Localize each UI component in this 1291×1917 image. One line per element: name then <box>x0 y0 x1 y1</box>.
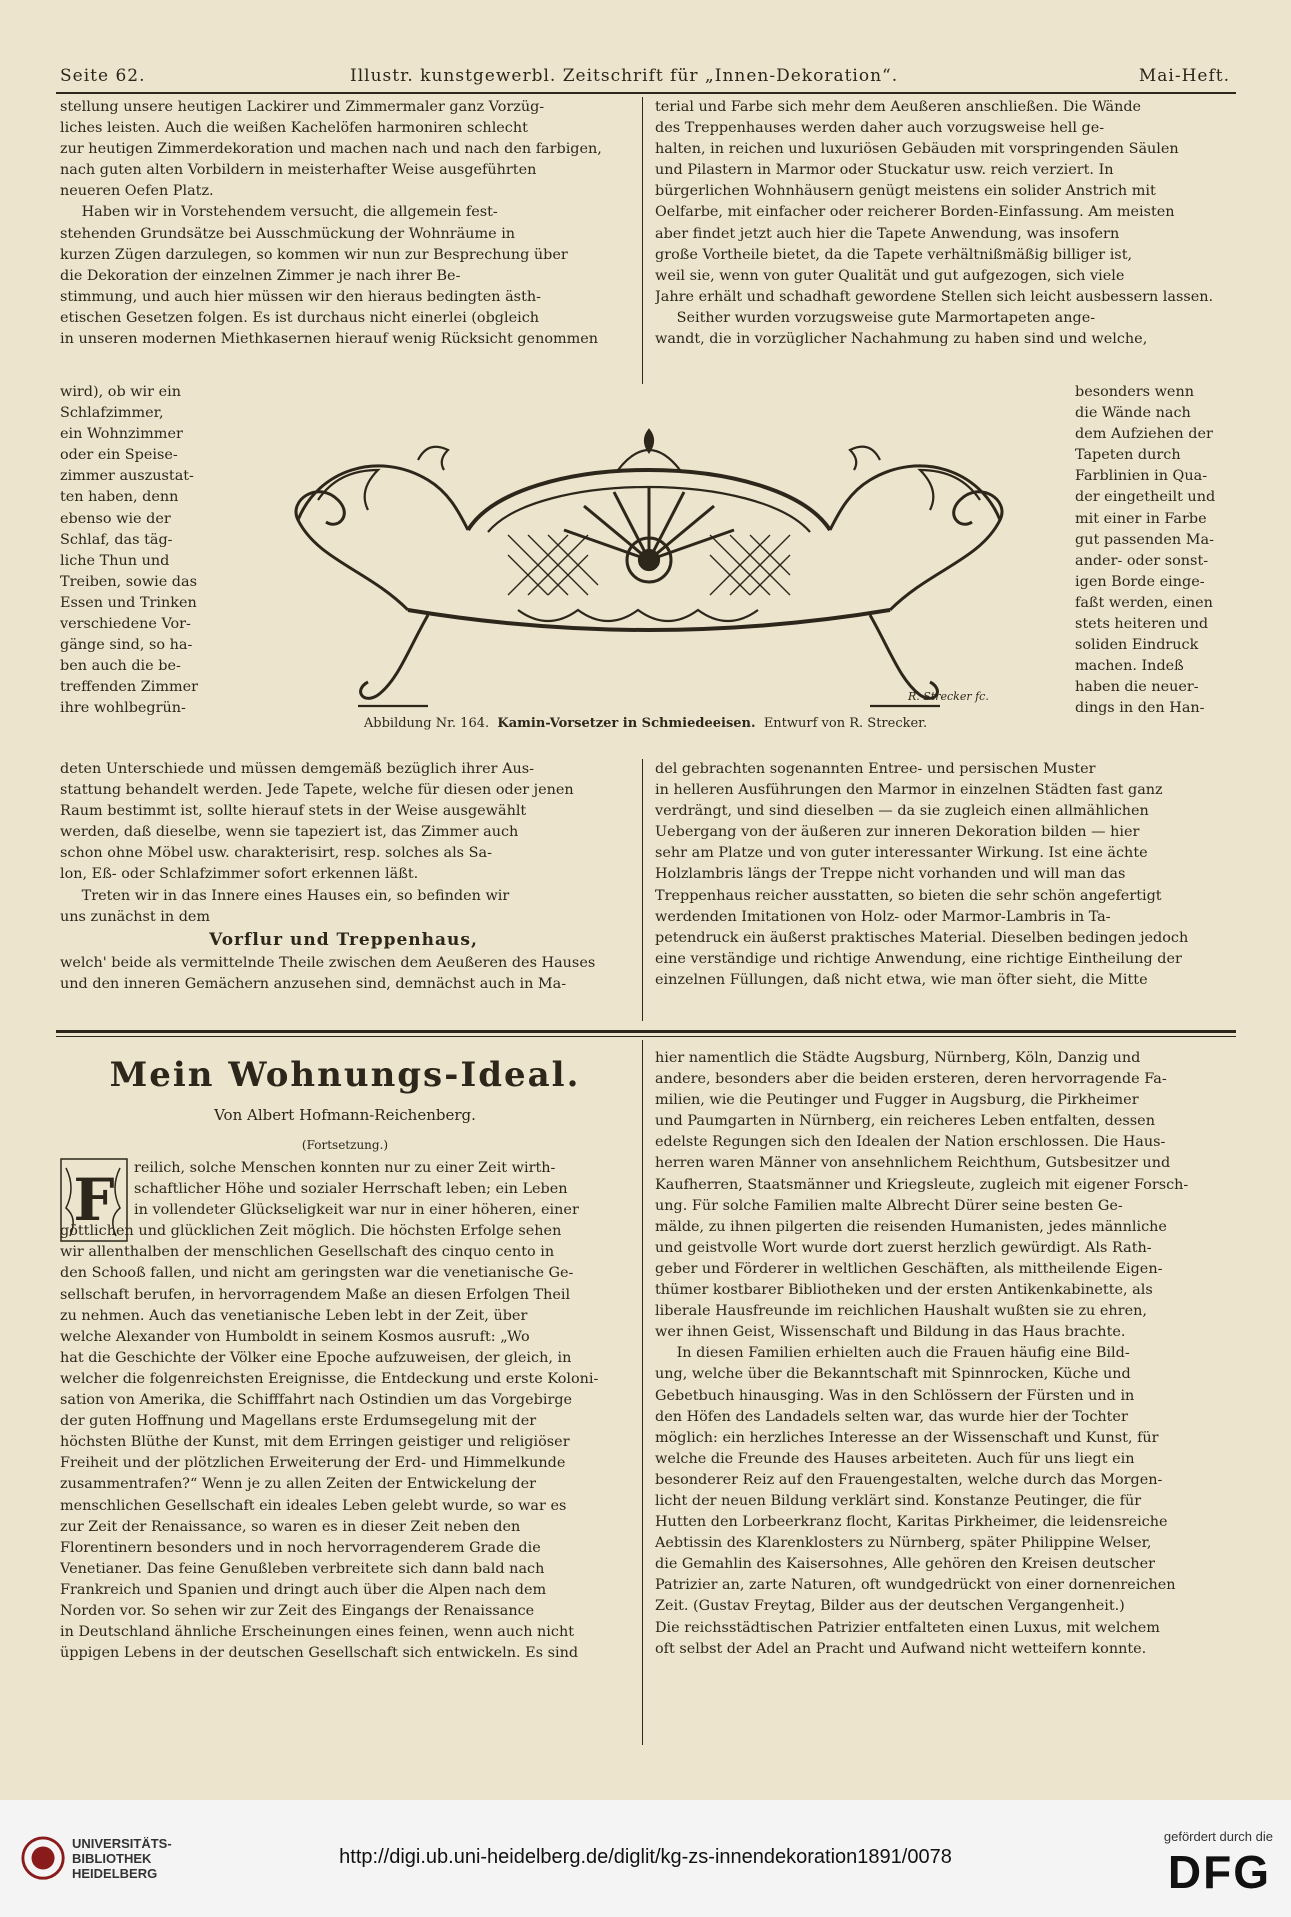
text-line: üppigen Lebens in der deutschen Gesellschaft sich entwickeln. Es sind <box>60 1645 579 1662</box>
text-line: igen Borde einge- <box>1075 573 1205 590</box>
column-divider <box>642 97 643 384</box>
text-line: Venetianer. Das feine Genußleben verbreitete sich dann bald nach <box>60 1560 545 1577</box>
text-line: höchsten Blüthe der Kunst, mit dem Erringen geistiger und religiöser <box>60 1434 570 1451</box>
text-line: faßt werden, einen <box>1075 594 1213 611</box>
text-line: schon ohne Möbel usw. charakterisirt, resp. solches als Sa- <box>60 845 492 862</box>
figure-title: Kamin-Vorsetzer in Schmiedeeisen. <box>497 716 756 731</box>
text-line: zur Zeit der Renaissance, so waren es in dieser Zeit neben den <box>60 1518 521 1535</box>
text-line: Schlaf, das täg- <box>60 531 173 548</box>
text-line: welch' beide als vermittelnde Theile zwischen dem Aeußeren des Hauses <box>60 954 596 971</box>
text-line: stattung behandelt werden. Jede Tapete, welche für diesen oder jenen <box>60 782 574 799</box>
text-line: gut passenden Ma- <box>1075 531 1214 548</box>
text-line: ander- oder sonst- <box>1075 552 1209 569</box>
text-line: wer ihnen Geist, Wissenschaft und Bildung in das Haus brachte. <box>655 1324 1126 1341</box>
funding-note: gefördert durch die <box>1163 1829 1273 1844</box>
text-line: welche die Freunde des Hauses arbeiteten. Auch für uns liegt ein <box>655 1450 1135 1467</box>
fire-screen-illustration <box>258 410 1040 720</box>
text-line: Farblinien in Qua- <box>1075 468 1208 485</box>
text-line: nach guten alten Vorbildern in meisterhafter Weise ausgeführten <box>60 162 537 179</box>
text-line: lon, Eß- oder Schlafzimmer sofort erkennen läßt. <box>60 866 419 883</box>
text-line: Jahre erhält und schadhaft gewordene Stellen sich leicht ausbessern lassen. <box>655 288 1214 305</box>
journal-title: Illustr. kunstgewerbl. Zeitschrift für „Innen-Dekoration“. <box>350 66 899 86</box>
mid-right-column <box>655 759 1233 991</box>
text-line: mit einer in Farbe <box>1075 510 1207 527</box>
essay-right-column <box>655 1048 1233 1660</box>
text-line: liches leisten. Auch die weißen Kachelöfen harmoniren schlecht <box>60 120 528 137</box>
continued-note: (Fortsetzung.) <box>301 1138 389 1152</box>
text-line: verdrängt, und sind dieselben — da sie zugleich einen allmählichen <box>655 803 1149 820</box>
text-line: Die reichsstädtischen Patrizier entfalteten einen Luxus, mit welchem <box>655 1619 1160 1636</box>
text-line: zur heutigen Zimmerdekoration und machen nach und nach den farbigen, <box>60 141 602 158</box>
text-line: soliden Eindruck <box>1075 637 1199 654</box>
text-line: machen. Indeß <box>1075 658 1184 675</box>
text-line: ihre wohlbegrün- <box>60 700 186 717</box>
text-line: Gebetbuch hinausging. Was in den Schlössern der Fürsten und in <box>655 1387 1135 1404</box>
text-line: Schlafzimmer, <box>60 405 164 422</box>
text-line: welcher die folgenreichsten Ereignisse, die Entdeckung und erste Koloni- <box>60 1370 599 1387</box>
header-rule <box>56 92 1236 94</box>
library-name: UNIVERSITÄTS- BIBLIOTHEK HEIDELBERG <box>72 1836 172 1881</box>
figure-label: Abbildung Nr. 164. <box>363 716 490 731</box>
text-line: milien, wie die Peutinger und Fugger in Augsburg, die Pirkheimer <box>655 1092 1139 1109</box>
text-line: Treppenhaus reicher ausstatten, so bieten die sehr schön angefertigt <box>655 887 1162 904</box>
text-line: halten, in reichen und luxuriösen Gebäuden mit vorspringenden Säulen <box>655 141 1179 158</box>
text-line: hat die Geschichte der Völker eine Epoche aufzuweisen, der gleich, in <box>60 1349 572 1366</box>
text-line: ein Wohnzimmer <box>60 426 183 443</box>
text-line: werdenden Imitationen von Holz- oder Marmor-Lambris in Ta- <box>655 908 1111 925</box>
source-url[interactable]: http://digi.ub.uni-heidelberg.de/diglit/kg-zs-innendekoration1891/0078 <box>339 1846 952 1868</box>
text-line: und Paumgarten in Nürnberg, ein reicheres Leben entfalten, dessen <box>655 1113 1155 1130</box>
text-line: Zeit. (Gustav Freytag, Bilder aus der deutschen Vergangenheit.) <box>655 1598 1125 1615</box>
text-line: menschlichen Gesellschaft ein ideales Leben gelebt wurde, so war es <box>60 1497 567 1514</box>
text-line: reilich, solche Menschen konnten nur zu einer Zeit wirth- <box>134 1160 556 1176</box>
text-line: große Vortheile bietet, da die Tapete verhältnißmäßig billiger ist, <box>655 246 1133 263</box>
text-line: welche Alexander von Humboldt in seinem Kosmos ausruft: „Wo <box>60 1328 530 1345</box>
text-line: in vollendeter Glückseligkeit war nur in einer höheren, einer <box>134 1202 579 1219</box>
text-line: haben die neuer- <box>1075 679 1199 696</box>
top-left-column <box>60 97 627 350</box>
text-line: licht der neuen Bildung verklärt sind. Konstanze Peutinger, die für <box>655 1492 1142 1509</box>
text-line: kurzen Zügen darzulegen, so kommen wir nun zur Besprechung über <box>60 246 568 263</box>
text-line: die Wände nach <box>1075 405 1191 422</box>
text-line: und den inneren Gemächern anzusehen sind, demnächst auch in Ma- <box>60 975 567 992</box>
text-line: aber findet jetzt auch hier die Tapete Anwendung, was insofern <box>655 225 1120 242</box>
text-line: neueren Oefen Platz. <box>60 183 214 200</box>
text-line: schaftlicher Höhe und sozialer Herrschaft leben; ein Leben <box>134 1181 568 1198</box>
text-line: Hutten den Lorbeerkranz flocht, Karitas Pirkheimer, die leidensreiche <box>655 1514 1168 1531</box>
text-line: Treten wir in das Innere eines Hauses ein, so befinden wir <box>81 887 510 904</box>
artist-signature: R. Strecker fc. <box>908 690 989 703</box>
text-line: besonderer Reiz auf den Frauengestalten, welche durch das Morgen- <box>655 1471 1163 1488</box>
text-line: zimmer auszustat- <box>60 468 194 485</box>
text-line: wandt, die in vorzüglicher Nachahmung zu haben sind und welche, <box>655 331 1148 348</box>
text-line: den Schooß fallen, und nicht am geringsten war die venetianische Ge- <box>60 1265 574 1282</box>
text-line: werden, daß dieselbe, wenn sie tapeziert ist, das Zimmer auch <box>60 824 519 841</box>
text-line: in Deutschland ähnliche Erscheinungen eines feinen, wenn auch nicht <box>60 1624 575 1641</box>
page-number: Seite 62. <box>60 66 146 86</box>
article-separator-thin <box>56 1036 1236 1037</box>
issue-label: Mai-Heft. <box>1138 66 1230 86</box>
text-line: Uebergang von der äußeren zur inneren Dekoration bilden — hier <box>655 824 1140 841</box>
text-line: thümer kostbarer Bibliotheken und der ersten Antikenkabinette, als <box>655 1282 1153 1299</box>
text-line: zu nehmen. Auch das venetianische Leben lebt in der Zeit, über <box>60 1307 528 1324</box>
text-line: oder ein Speise- <box>60 447 178 464</box>
text-line: Tapeten durch <box>1075 447 1181 464</box>
dfg-logo: DFG <box>1167 1846 1271 1898</box>
text-line: die Dekoration der einzelnen Zimmer je nach ihrer Be- <box>60 267 461 284</box>
text-line: Holzlambris längs der Treppe nicht vorhanden und will man das <box>655 866 1126 883</box>
text-line: uns zunächst in dem <box>60 908 211 925</box>
essay-byline: Von Albert Hofmann-Reichenberg. <box>214 1106 476 1124</box>
text-line: herren waren Männer von ansehnlichem Reichthum, Gutsbesitzer und <box>655 1155 1171 1172</box>
text-line: ben auch die be- <box>60 658 181 675</box>
text-line: sehr am Platze und von guter interessanter Wirkung. Ist eine ächte <box>655 845 1148 862</box>
text-line: Florentinern besonders und in noch hervorragenderem Grade die <box>60 1539 541 1556</box>
top-right-column <box>655 97 1233 350</box>
column-divider <box>642 759 643 1021</box>
text-line: hier namentlich die Städte Augsburg, Nürnberg, Köln, Danzig und <box>655 1050 1141 1066</box>
text-line: stets heiteren und <box>1075 616 1209 633</box>
text-line: deten Unterschiede und müssen demgemäß bezüglich ihrer Aus- <box>60 761 534 777</box>
text-line: In diesen Familien erhielten auch die Frauen häufig eine Bild- <box>676 1345 1130 1362</box>
text-line: bürgerlichen Wohnhäusern genügt meistens ein solider Anstrich mit <box>655 183 1156 200</box>
text-line: Aebtissin des Klarenklosters zu Nürnberg, später Philippine Welser, <box>655 1535 1152 1552</box>
text-line: del gebrachten sogenannten Entree- und persischen Muster <box>655 761 1096 777</box>
figure-credit: Entwurf von R. Strecker. <box>763 716 928 731</box>
text-line: Freiheit und der plötzlichen Erweiterung der Erd- und Himmelkunde <box>60 1455 566 1472</box>
text-line: in unseren modernen Miethkasernen hierauf wenig Rücksicht genommen <box>60 331 599 348</box>
essay-title: Mein Wohnungs-Ideal. <box>109 1055 581 1095</box>
text-line: eine verständige und richtige Anwendung, eine richtige Eintheilung der <box>655 950 1182 967</box>
text-line: edelste Regungen sich den Idealen der Nation erschlossen. Die Haus- <box>655 1134 1166 1151</box>
text-line: dings in den Han- <box>1075 700 1205 717</box>
text-line: Patrizier an, zarte Naturen, oft wundgedrückt von einer dornenreichen <box>655 1577 1176 1594</box>
text-line: Raum bestimmt ist, sollte hierauf stets in der Weise ausgewählt <box>60 803 527 820</box>
text-line: ten haben, denn <box>60 489 179 506</box>
text-line: der guten Hoffnung und Magellans erste Erdumsegelung mit der <box>60 1413 537 1430</box>
text-line: dem Aufziehen der <box>1075 426 1213 443</box>
text-line: andere, besonders aber die beiden ersteren, deren hervorragende Fa- <box>655 1071 1167 1088</box>
text-line: Frankreich und Spanien und dringt auch über die Alpen nach dem <box>60 1581 547 1598</box>
mid-left-column <box>60 759 627 995</box>
text-line: und Pilastern in Marmor oder Stuckatur usw. reich verziert. In <box>655 162 1114 179</box>
text-line: und geistvolle Wort wurde dort zuerst herzlich gewürdigt. Als Rath- <box>655 1239 1152 1256</box>
text-line: möglich: ein herzliches Interesse an der Wissenschaft und Kunst, für <box>655 1429 1159 1446</box>
text-line: verschiedene Vor- <box>60 616 191 633</box>
text-line: Essen und Trinken <box>60 594 197 611</box>
text-line: göttlichen und glücklichen Zeit möglich. Die höchsten Erfolge sehen <box>60 1223 562 1240</box>
text-line: wir allenthalben der menschlichen Gesellschaft des cinquo cento in <box>60 1244 555 1261</box>
text-line: in helleren Ausführungen den Marmor in einzelnen Städten fast ganz <box>655 782 1163 799</box>
text-line: Oelfarbe, mit einfacher oder reicherer Borden-Einfassung. Am meisten <box>655 204 1175 221</box>
narrow-right-column <box>1075 382 1233 720</box>
text-line: wird), ob wir ein <box>60 384 181 400</box>
text-line: Norden vor. So sehen wir zur Zeit des Eingangs der Renaissance <box>60 1602 535 1619</box>
figure-caption <box>0 716 1291 731</box>
text-line: die Gemahlin des Kaisersohnes, Alle gehören den Kreisen deutscher <box>655 1556 1156 1573</box>
text-line: einzelnen Füllungen, daß nicht etwa, wie man öfter sieht, die Mitte <box>655 971 1148 988</box>
section-heading: Vorflur und Treppenhaus, <box>209 929 478 950</box>
text-line: petendruck ein äußerst praktisches Material. Dieselben bedingen jedoch <box>655 929 1189 946</box>
text-line: ung, welche über die Bekanntschaft mit Spinnrocken, Küche und <box>655 1366 1131 1383</box>
essay-left-column <box>60 1158 627 1664</box>
text-line: des Treppenhauses werden daher auch vorzugsweise hell ge- <box>655 120 1105 137</box>
text-line: terial und Farbe sich mehr dem Aeußeren anschließen. Die Wände <box>655 99 1142 115</box>
article-separator <box>56 1030 1236 1033</box>
text-line: besonders wenn <box>1075 384 1194 400</box>
text-line: Kaufherren, Staatsmänner und Kriegsleute, zugleich mit eigener Forsch- <box>655 1176 1189 1193</box>
text-line: liche Thun und <box>60 552 170 569</box>
text-line: ebenso wie der <box>60 510 171 527</box>
text-line: stehenden Grundsätze bei Ausschmückung der Wohnräume in <box>60 225 516 242</box>
text-line: stellung unsere heutigen Lackirer und Zimmermaler ganz Vorzüg- <box>60 99 545 115</box>
text-line: oft selbst der Adel an Pracht und Aufwand nicht wetteifern konnte. <box>655 1640 1147 1657</box>
text-line: treffenden Zimmer <box>60 679 199 696</box>
text-line: geber und Förderer in weltlichen Geschäften, als mittheilende Eigen- <box>655 1260 1163 1277</box>
text-line: zusammentrafen?“ Wenn je zu allen Zeiten der Entwickelung der <box>60 1476 537 1493</box>
text-line: gänge sind, so ha- <box>60 637 193 654</box>
text-line: der eingetheilt und <box>1075 489 1216 506</box>
text-line: liberale Hausfreunde im reichlichen Haushalt wußten sie zu ehren, <box>655 1303 1147 1320</box>
initial-letter: F <box>73 1166 115 1234</box>
text-line: ung. Für solche Familien malte Albrecht Dürer seine besten Ge- <box>655 1197 1123 1214</box>
text-line: Treiben, sowie das <box>60 573 197 590</box>
text-line: sellschaft berufen, in hervorragendem Maße an diesen Erfolgen Theil <box>60 1286 571 1303</box>
column-divider <box>642 1040 643 1745</box>
text-line: Haben wir in Vorstehendem versucht, die allgemein fest- <box>81 204 498 221</box>
text-line: den Höfen des Landadels selten war, das wurde hier der Tochter <box>655 1408 1128 1425</box>
text-line: stimmung, und auch hier müssen wir den hieraus bedingten ästh- <box>60 288 541 305</box>
text-line: etischen Gesetzen folgen. Es ist durchaus nicht einerlei (obgleich <box>60 309 540 326</box>
text-line: mälde, zu ihnen pilgerten die reisenden Humanisten, jedes männliche <box>655 1218 1167 1235</box>
narrow-left-column <box>60 382 220 720</box>
text-line: weil sie, wenn von guter Qualität und gut aufgezogen, sich viele <box>655 267 1125 284</box>
text-line: sation von Amerika, die Schifffahrt nach Ostindien um das Vorgebirge <box>60 1392 573 1409</box>
text-line: Seither wurden vorzugsweise gute Marmortapeten ange- <box>676 309 1096 326</box>
